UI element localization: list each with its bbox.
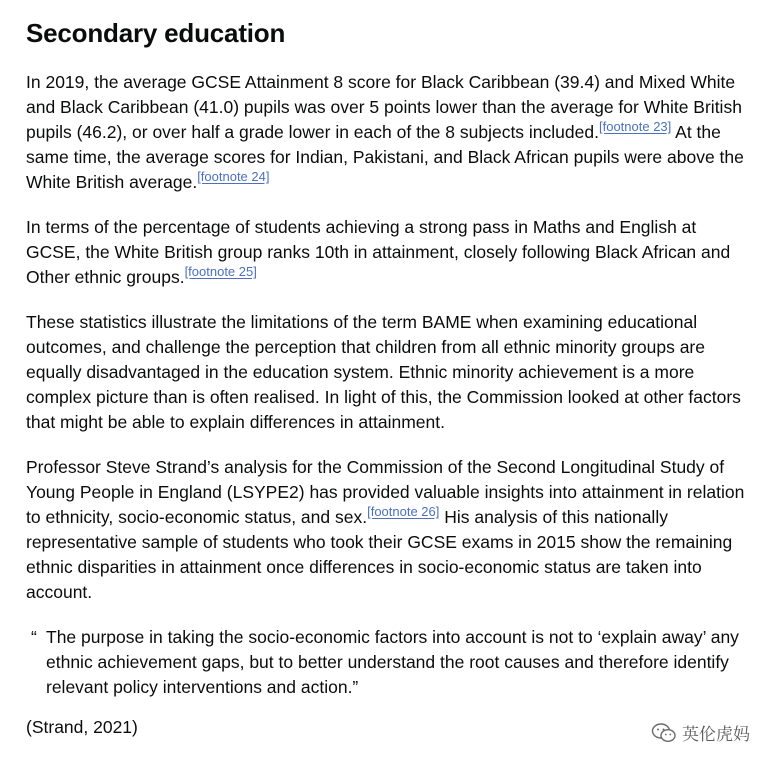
paragraph-bame-limitations: These statistics illustrate the limitations of the term BAME when examining educational outcomes, and challenge the perception that children from all ethnic minority groups are equally disadvantaged in the education system. Ethnic minority achievement is a more complex picture than is often realised. In light of this, the Commission looked at other factors that might be able to explain differences in attainment. xyxy=(26,312,741,432)
quote-text: The purpose in taking the socio-economic factors into account is not to ‘explain away’ any ethnic achievement gaps, but to better understand the root causes and therefore identify relevant policy interventions and action.” xyxy=(46,627,739,697)
footnote-ref xyxy=(185,264,257,279)
footnote-ref xyxy=(197,169,269,184)
paragraph-text: In terms of the percentage of students achieving a strong pass in Maths and English at GCSE, the White British group ranks 10th in attainment, closely following Black African and Other ethnic groups. xyxy=(26,217,731,287)
quote-mark: “ xyxy=(31,627,37,647)
footnote-ref xyxy=(367,504,439,519)
paragraph-text: Professor Steve Strand’s analysis for the Commission of the Second Longitudinal Study of Young People in England (LSYPE2) has provided valuable insights into attainment in relation to ethnicity, socio-economic status, and sex. xyxy=(26,457,745,527)
footnote-24-link[interactable]: [footnote 24] xyxy=(197,169,270,184)
wechat-icon xyxy=(651,722,677,744)
section-heading: Secondary education xyxy=(26,18,286,48)
paragraph-strong-pass xyxy=(26,215,748,290)
footnote-ref xyxy=(599,119,671,134)
footnote-26-link[interactable]: [footnote 26] xyxy=(367,504,440,519)
paragraph-strand-analysis xyxy=(26,455,748,605)
paragraph-gcse-scores xyxy=(26,70,748,195)
blockquote xyxy=(26,625,748,700)
footnote-25-link[interactable]: [footnote 25] xyxy=(184,264,257,279)
watermark xyxy=(651,720,750,745)
watermark-text: 英伦虎妈 xyxy=(682,725,750,744)
footnote-23-link[interactable]: [footnote 23] xyxy=(598,119,672,134)
paragraph-text: In 2019, the average GCSE Attainment 8 score for Black Caribbean (39.4) and Mixed White and Black Caribbean (41.0) pupils was over 5 points lower than the average for White British pupils (46.2), or over half a grade lower in each of the 8 subjects included. xyxy=(26,72,742,142)
paragraph-text: At the same time, the average scores for Indian, Pakistani, and Black African pupils were above the White British average. xyxy=(26,122,744,192)
article-content xyxy=(26,14,748,740)
citation: (Strand, 2021) xyxy=(26,717,138,737)
paragraph-text: His analysis of this nationally representative sample of students who took their GCSE exams in 2015 show the remaining ethnic disparities in attainment once differences in socio-economic status are taken into account. xyxy=(26,507,733,602)
